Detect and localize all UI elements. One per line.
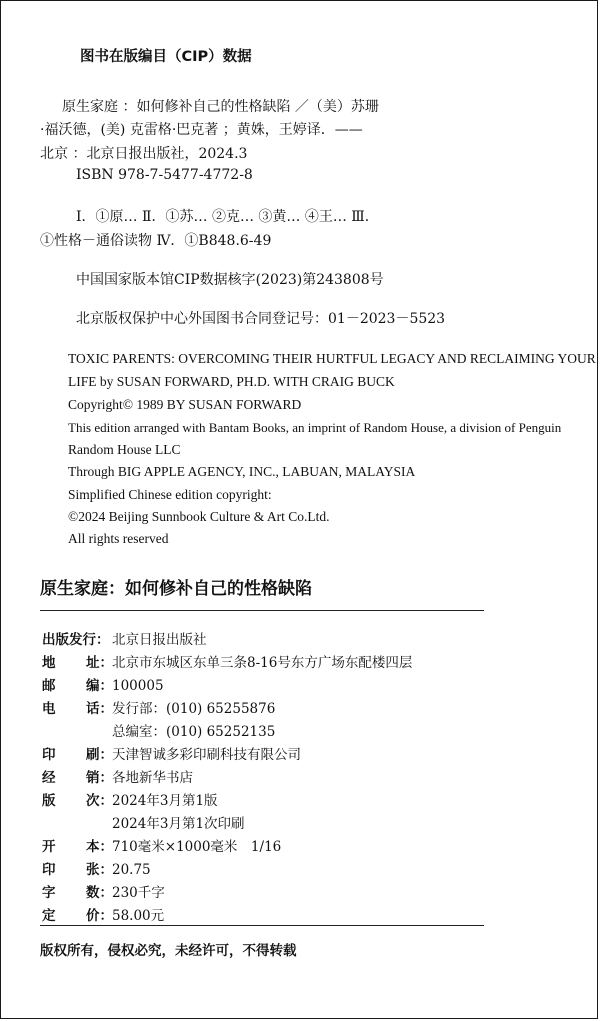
cip-line-3: 北京 ：北京日报出版社，2024.3	[40, 146, 248, 162]
cip-classification-1: Ⅰ．①原… Ⅱ．①苏… ②克… ③黄… ④王… Ⅲ．	[76, 209, 379, 225]
sheets-value: 20.75	[112, 862, 151, 878]
copyright-contract-number: 北京版权保护中心外国图书合同登记号：01－2023－5523	[76, 311, 446, 327]
phone-sales-value: 发行部：(010) 65255876	[112, 701, 276, 717]
sheets-row	[42, 858, 151, 878]
word-count-value: 230千字	[112, 885, 165, 901]
cip-line-2: ·福沃德，(美) 克雷格·巴克著 ；黄姝，王婷译．——	[40, 122, 363, 138]
distributor-value: 各地新华书店	[112, 770, 193, 786]
divider-bottom	[40, 925, 484, 926]
english-line-6: Through BIG APPLE AGENCY, INC., LABUAN, MALAYSIA	[68, 464, 416, 479]
edition-label-1: 版	[42, 793, 56, 809]
edition-row	[42, 789, 218, 809]
address-row	[42, 651, 412, 671]
word-count-row	[42, 881, 165, 901]
phone-editorial-row	[112, 720, 275, 740]
rights-statement: 版权所有，侵权必究，未经许可，不得转载	[40, 943, 297, 959]
printing-row	[112, 812, 245, 832]
phone-label-2: 话：	[86, 701, 113, 717]
publisher-row	[42, 628, 207, 648]
english-line-2: LIFE by SUSAN FORWARD, PH.D. WITH CRAIG BUCK	[68, 374, 395, 389]
publisher-value: 北京日报出版社	[112, 632, 207, 648]
cip-isbn: ISBN 978-7-5477-4772-8	[76, 167, 253, 183]
printer-row	[42, 743, 301, 763]
edition-value: 2024年3月第1版	[112, 793, 218, 809]
postcode-label-2: 编：	[86, 678, 113, 694]
distributor-row	[42, 766, 193, 786]
english-line-1: TOXIC PARENTS: OVERCOMING THEIR HURTFUL LEGACY AND RECLAIMING YOUR	[68, 351, 596, 366]
cip-record-number: 中国国家版本馆CIP数据核字(2023)第243808号	[76, 272, 384, 288]
postcode-row	[42, 674, 164, 694]
cip-heading: 图书在版编目（CIP）数据	[80, 49, 252, 65]
book-title: 原生家庭：如何修补自己的性格缺陷	[40, 579, 312, 599]
edition-label-2: 次：	[86, 793, 113, 809]
price-label-1: 定	[42, 908, 56, 924]
printer-value: 天津智诚多彩印刷科技有限公司	[112, 747, 301, 763]
english-line-8: ©2024 Beijing Sunnbook Culture & Art Co.Ltd.	[68, 509, 330, 524]
english-line-4: This edition arranged with Bantam Books, an imprint of Random House, a division of Penguin	[68, 420, 562, 435]
printing-value: 2024年3月第1次印刷	[112, 816, 245, 832]
address-label-2: 址：	[86, 655, 113, 671]
english-line-3: Copyright© 1989 BY SUSAN FORWARD	[68, 397, 302, 412]
format-label-2: 本：	[86, 839, 113, 855]
cip-classification-2: ①性格－通俗读物 Ⅳ．①B848.6-49	[40, 233, 272, 249]
distributor-label-2: 销：	[86, 770, 113, 786]
english-line-5: Random House LLC	[68, 442, 181, 457]
price-value: 58.00元	[112, 908, 165, 924]
phone-label-1: 电	[42, 701, 56, 717]
postcode-label-1: 邮	[42, 678, 56, 694]
printer-label-1: 印	[42, 747, 56, 763]
format-label-1: 开	[42, 839, 56, 855]
format-row	[42, 835, 281, 855]
postcode-value: 100005	[112, 678, 164, 694]
phone-row	[42, 697, 275, 717]
cip-line-1: 原生家庭 ：如何修补自己的性格缺陷 ／（美）苏珊	[62, 99, 379, 115]
printer-label-2: 刷：	[86, 747, 113, 763]
price-label-2: 价：	[86, 908, 113, 924]
price-row	[42, 904, 164, 924]
sheets-label-1: 印	[42, 862, 56, 878]
sheets-label-2: 张：	[86, 862, 113, 878]
divider-top	[40, 610, 484, 611]
publisher-label: 出版发行：	[42, 632, 110, 648]
address-label-1: 地	[42, 655, 56, 671]
word-count-label-1: 字	[42, 885, 56, 901]
format-value: 710毫米×1000毫米 1/16	[112, 839, 282, 855]
address-value: 北京市东城区东单三条8-16号东方广场东配楼四层	[112, 655, 413, 671]
word-count-label-2: 数：	[86, 885, 113, 901]
english-line-7: Simplified Chinese edition copyright:	[68, 487, 272, 502]
english-line-9: All rights reserved	[68, 531, 169, 546]
phone-editorial-value: 总编室：(010) 65252135	[112, 724, 276, 740]
distributor-label-1: 经	[42, 770, 56, 786]
